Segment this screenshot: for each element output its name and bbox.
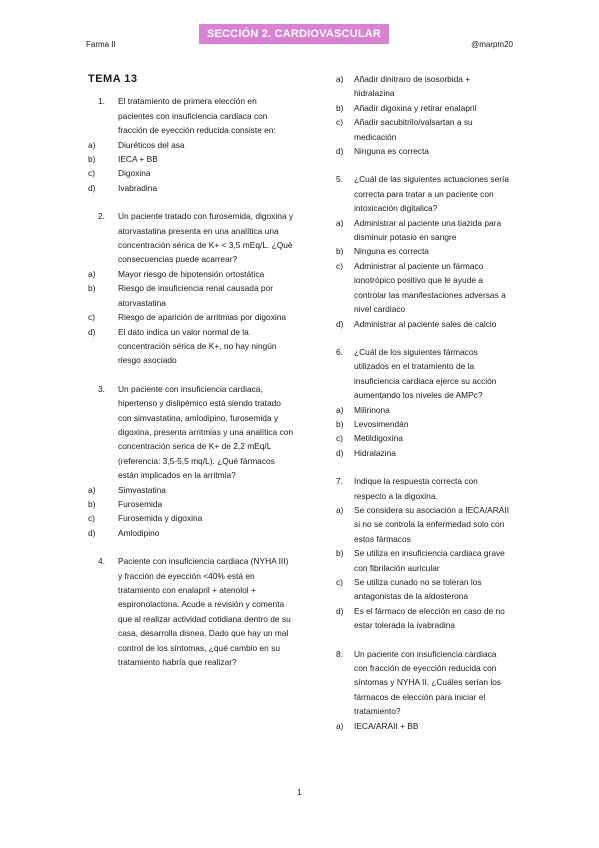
question-number: 7.	[336, 476, 343, 487]
answer-option	[336, 72, 512, 101]
answer-option	[88, 511, 294, 525]
option-letter: d)	[88, 527, 96, 538]
answer-option	[336, 503, 512, 546]
answer-option	[336, 144, 512, 158]
question	[88, 94, 294, 195]
option-letter: a)	[88, 139, 96, 150]
answer-options	[336, 719, 512, 733]
answer-option	[88, 138, 294, 152]
option-text: Riesgo de aparición de arritmias por digoxina	[118, 312, 287, 323]
option-letter: b)	[88, 283, 96, 294]
left-column	[88, 72, 294, 683]
option-letter: b)	[88, 498, 96, 509]
option-text: Se utiliza cunado no se toleran los antagonistas de la aldosterona	[354, 577, 482, 602]
answer-option	[88, 281, 294, 310]
answer-option	[88, 267, 294, 281]
question	[336, 345, 512, 460]
option-letter: a)	[336, 74, 344, 84]
option-letter: d)	[336, 447, 344, 458]
option-text: Diuréticos del asa	[118, 139, 185, 150]
option-text: Administrar al paciente sales de calcio	[354, 318, 497, 329]
option-letter: b)	[336, 548, 344, 559]
answer-option	[336, 546, 512, 575]
answer-option	[336, 417, 512, 431]
option-text: Riesgo de insuficiencia renal causada por atorvastatina	[118, 283, 274, 308]
option-text: Hidralazina	[354, 447, 396, 458]
option-text: Se considera su asociación a IECA/ARAII si no se controla la enfermedad solo con estos fármacos	[354, 504, 510, 544]
option-letter: d)	[336, 318, 344, 329]
option-text: Metildigoxina	[354, 433, 403, 444]
option-text: El dato indica un valor normal de la concentración sérica de K+, no hay ningún riesgo asociado	[118, 326, 277, 366]
question-text: ¿Cuál de las siguientes actuaciones sería correcta para tratar a un paciente con intoxicación digitalica?	[354, 174, 510, 214]
option-letter: c)	[336, 260, 343, 271]
question-number: 5.	[336, 174, 343, 185]
answer-option	[88, 497, 294, 511]
answer-option	[336, 244, 512, 258]
question-text: Un paciente con insuficiencia cardiaca, hipertenso y dislipémico está siendo tratado con simvastatina, amlodipino, furosemida y digoxina, presenta arritmias y una analítica con concentración serica de K+ de 2,2 mEq/L (referencia: 3,5-5,5 mq/L). ¿Qué fármacos están implicados en la arritmia?	[118, 383, 294, 481]
option-text: Añadir digoxina y retirar enalapril	[354, 102, 477, 113]
answer-option	[336, 216, 512, 245]
question	[336, 172, 512, 330]
header-author: @marpm20	[471, 40, 513, 49]
option-letter: b)	[88, 154, 96, 165]
question-text: Indique la respuesta correcta con respecto a la digoxina.	[354, 476, 478, 501]
answer-option	[336, 431, 512, 445]
option-text: IECA + BB	[118, 154, 158, 165]
question-number: 8.	[336, 648, 343, 659]
header-subject: Farma II	[86, 40, 116, 49]
question-text: Paciente con insuficiencia cardiaca (NYHA III) y fracción de eyección <40% está en tratamiento con enalapril + atenolol + espironolactona. Acude a revisión y comenta que al realizar actividad cotidiana dentro de su casa, desarrolla disnea. Dado que hay un mal control de los síntomas, ¿qué cambio en su tratamiento habría que realizar?	[118, 556, 291, 668]
option-letter: d)	[88, 326, 96, 337]
option-text: Digoxina	[118, 168, 151, 179]
question-text: ¿Cuál de los siguientes fármacos utilizados en el tratamiento de la insuficiencia cardiaca ejerce su acción aumentando los niveles de AMPc?	[354, 346, 497, 401]
answer-option	[336, 259, 512, 317]
answer-option	[336, 403, 512, 417]
answer-options	[336, 216, 512, 331]
answer-option	[336, 115, 512, 144]
question	[88, 209, 294, 367]
option-letter: b)	[336, 246, 344, 257]
option-text: Furosemida	[118, 498, 163, 509]
option-letter: c)	[88, 168, 95, 179]
option-text: Añadir dinitraro de isosorbida + hidralazina	[354, 74, 471, 99]
right-question-list	[336, 172, 512, 733]
answer-options	[88, 138, 294, 196]
section-banner: SECCIÓN 2. CARDIOVASCULAR	[199, 24, 389, 44]
answer-option	[88, 526, 294, 540]
option-letter: c)	[336, 433, 343, 444]
option-text: Administrar al paciente una tiazida para disminuir potasio en sangre	[354, 217, 502, 243]
option-text: Ninguna es correcta	[354, 146, 429, 157]
topic-title: TEMA 13	[88, 73, 138, 85]
answer-option	[336, 604, 512, 633]
option-text: Simvastatina	[118, 484, 166, 495]
answer-option	[88, 166, 294, 180]
option-letter: c)	[336, 117, 343, 128]
question-text: El tratamiento de primera elección en pacientes con insuficiencia cardiaca con fracción de eyección reducida consiste en:	[118, 96, 276, 136]
answer-option	[88, 152, 294, 166]
option-letter: a)	[88, 268, 96, 279]
question-text: Un paciente con insuficiencia cardiaca con fracción de eyección reducida con síntomas y NYHA II. ¿Cuáles serían los fármacos de elección para iniciar el tratamiento?	[354, 648, 502, 717]
option-letter: a)	[88, 484, 96, 495]
option-letter: a)	[336, 504, 344, 515]
left-question-list	[88, 94, 294, 669]
option-letter: b)	[336, 418, 344, 429]
answer-option	[88, 325, 294, 368]
answer-option	[336, 575, 512, 604]
option-text: Añadir sacubitrilo/valsartan a su medicación	[354, 117, 473, 142]
question-number: 4.	[98, 556, 105, 567]
option-text: Se utiliza en insuficiencia cardiaca grave con fibrilación auricular	[354, 548, 505, 573]
page-number: 1	[297, 788, 302, 797]
option-letter: c)	[336, 577, 343, 587]
question	[336, 647, 512, 733]
option-text: Milirinona	[354, 404, 390, 415]
question	[336, 474, 512, 632]
option-text: Mayor riesgo de hipotensión ortostática	[118, 268, 265, 279]
question-text: Un paciente tratado con furosemida, digoxina y atorvastatina presenta en una analítica una concentración sérica de K+ < 3,5 mEq/L. ¿Qué consecuencias puede acarrear?	[118, 211, 294, 265]
answer-options	[88, 267, 294, 368]
answer-option	[336, 719, 512, 733]
answer-option	[88, 310, 294, 324]
option-text: Ivabradina	[118, 182, 158, 193]
question	[88, 382, 294, 540]
answer-options	[88, 483, 294, 541]
option-text: Administrar al paciente un fármaco ionotrópico positivo que le ayude a controlar las manifestaciones adversas a nivel cardiaco	[354, 260, 506, 315]
option-letter: d)	[336, 146, 344, 157]
question-number: 1.	[98, 96, 105, 107]
option-letter: c)	[88, 312, 95, 323]
option-text: IECA/ARAII + BB	[354, 720, 419, 731]
option-letter: d)	[88, 182, 96, 193]
option-text: Es el fármaco de elección en caso de no estar tolerada la ivabradina	[354, 605, 505, 631]
question-number: 3.	[98, 383, 105, 394]
option-text: Amlodipino	[118, 527, 160, 538]
question-number: 6.	[336, 346, 343, 357]
answer-option	[336, 101, 512, 115]
option-text: Furosemida y digoxina	[118, 513, 203, 524]
right-column	[336, 72, 512, 747]
option-letter: a)	[336, 404, 344, 415]
option-text: Ninguna es correcta	[354, 246, 429, 257]
option-letter: b)	[336, 102, 344, 113]
question-4-options	[336, 72, 512, 158]
question-4-continuation	[336, 72, 512, 158]
answer-options	[336, 503, 512, 633]
question	[88, 554, 294, 669]
answer-option	[88, 483, 294, 497]
option-text: Levosimendán	[354, 418, 409, 429]
answer-options	[336, 403, 512, 461]
question-number: 2.	[98, 211, 105, 222]
option-letter: d)	[336, 605, 344, 616]
answer-option	[336, 446, 512, 460]
option-letter: c)	[88, 513, 95, 524]
option-letter: a)	[336, 217, 344, 228]
option-letter: a)	[336, 720, 344, 731]
answer-option	[336, 317, 512, 331]
answer-option	[88, 181, 294, 195]
